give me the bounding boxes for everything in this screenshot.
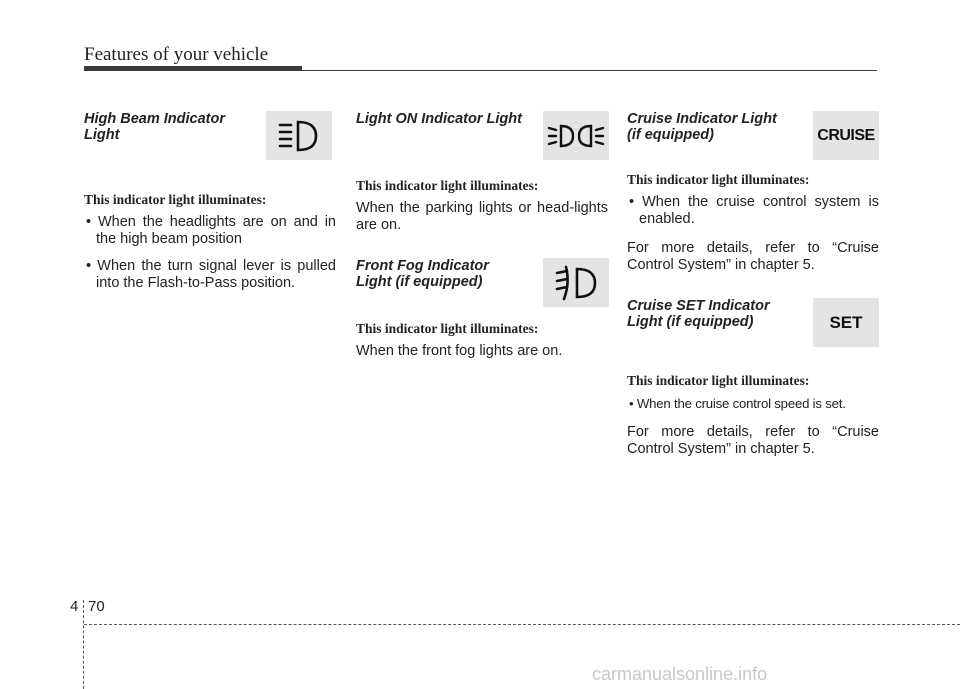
column-3 — [627, 108, 879, 458]
list-item: • When the cruise control system is enabled. — [627, 194, 879, 228]
front-fog-heading — [356, 258, 526, 290]
parking-lights-icon — [543, 111, 609, 160]
header-bar — [84, 66, 302, 71]
cruise-set-heading-line2: Light (if equipped) — [627, 314, 754, 330]
light-on-heading-line1: Light ON Indicator Light — [356, 111, 522, 127]
light-on-heading — [356, 111, 546, 127]
high-beam-icon — [266, 111, 332, 160]
section-light-on — [356, 111, 608, 160]
cruise-bullets — [627, 194, 879, 228]
front-fog-lead: This indicator light illuminates: — [356, 321, 539, 336]
cruise-body: For more details, refer to “Cruise Control System” in chapter 5. — [627, 240, 879, 273]
cruise-set-heading-line1: Cruise SET Indicator — [627, 298, 770, 314]
section-cruise-set — [627, 298, 879, 347]
column-1 — [84, 108, 336, 302]
high-beam-bullets — [84, 214, 336, 292]
page-number: 70 — [88, 598, 105, 615]
column-2 — [356, 108, 608, 360]
cruise-set-heading — [627, 298, 797, 330]
footer-divider — [83, 600, 84, 689]
watermark: carmanualsonline.info — [592, 664, 768, 684]
cruise-lead: This indicator light illuminates: — [627, 172, 810, 187]
cruise-set-icon — [813, 298, 879, 347]
cruise-set-body: For more details, refer to “Cruise Control System” in chapter 5. — [627, 424, 879, 457]
list-item: • When the cruise control speed is set. — [627, 395, 879, 412]
cruise-icon-label: CRUISE — [817, 126, 875, 144]
header-rule — [302, 70, 877, 71]
list-item: • When the headlights are on and in the high beam position — [84, 214, 336, 248]
front-fog-heading-line1: Front Fog Indicator — [356, 258, 489, 274]
front-fog-icon — [543, 258, 609, 307]
section-high-beam — [84, 111, 336, 160]
footer-rule — [84, 624, 960, 625]
light-on-lead: This indicator light illuminates: — [356, 178, 539, 193]
front-fog-heading-line2: Light (if equipped) — [356, 274, 483, 290]
section-cruise — [627, 111, 879, 160]
high-beam-heading-line2: Light — [84, 127, 120, 143]
chapter-number: 4 — [70, 598, 79, 615]
high-beam-heading-line1: High Beam Indicator — [84, 111, 225, 127]
cruise-set-bullets — [627, 395, 879, 412]
list-item: • When the turn signal lever is pulled into the Flash-to-Pass position. — [84, 258, 336, 292]
page-header-title: Features of your vehicle — [84, 44, 269, 65]
cruise-heading-line2: (if equipped) — [627, 127, 714, 143]
cruise-heading — [627, 111, 797, 143]
cruise-icon — [813, 111, 879, 160]
high-beam-lead: This indicator light illuminates: — [84, 192, 267, 207]
high-beam-heading — [84, 111, 254, 143]
light-on-body: When the parking lights or head-lights are on. — [356, 200, 608, 233]
cruise-heading-line1: Cruise Indicator Light — [627, 111, 777, 127]
cruise-set-lead: This indicator light illuminates: — [627, 373, 810, 388]
front-fog-body: When the front fog lights are on. — [356, 343, 563, 359]
cruise-set-icon-label: SET — [829, 312, 863, 332]
section-front-fog — [356, 258, 608, 307]
